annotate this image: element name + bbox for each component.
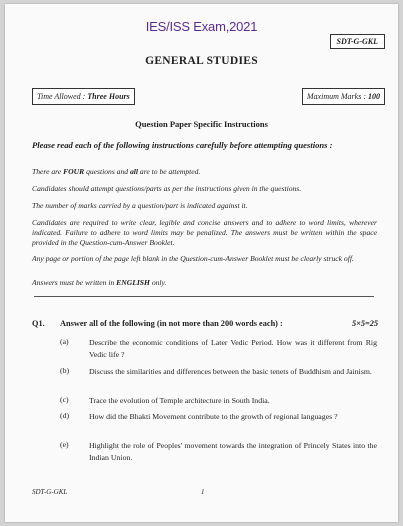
part-text: Trace the evolution of Temple architecture in South India.: [89, 396, 270, 405]
emphasis-four: FOUR: [63, 167, 85, 176]
part-label: (c): [60, 395, 69, 404]
question-number: Q1.: [32, 319, 45, 328]
part-text: Describe the economic conditions of Later Vedic Period. How was it different from Rig Vedic life ?: [89, 338, 377, 359]
part-text: Discuss the similarities and differences between the basic tenets of Buddhism and Jainism.: [89, 367, 372, 376]
part-text: Highlight the role of Peoples' movement towards the integration of Princely States into the Indian Union.: [89, 441, 377, 462]
part-label: (a): [60, 337, 69, 346]
subject-title: GENERAL STUDIES: [145, 55, 258, 67]
footer-paper-code: SDT-G-GKL: [32, 488, 68, 496]
instructions-lead: Please read each of the following instructions carefully before attempting questions :: [32, 140, 333, 150]
time-label: Time Allowed :: [37, 92, 88, 101]
page-number: 1: [201, 488, 205, 496]
instruction-item: Candidates should attempt questions/parts as per the instructions given in the questions.: [32, 184, 302, 193]
time-allowed-box: [32, 88, 135, 105]
instruction-item: Candidates are required to write clear, legible and concise answers and to adhere to word limits, wherever indicated. Failure to adhere to word limits may be penalized. The answers must be written within the space provided in the Question-cum-Answer Booklet.: [32, 218, 377, 247]
exam-page: [5, 4, 398, 522]
instructions-heading: Question Paper Specific Instructions: [135, 119, 268, 129]
instruction-item: Any page or portion of the page left blank in the Question-cum-Answer Booklet must be clearly struck off.: [32, 254, 354, 263]
paper-code-box: SDT-G-GKL: [330, 34, 385, 49]
divider: [34, 296, 374, 297]
emphasis-all: all: [129, 167, 138, 176]
part-label: (e): [60, 440, 69, 449]
marks-label: Maximum Marks :: [306, 92, 368, 101]
maximum-marks-box: [302, 88, 385, 105]
part-label: (d): [60, 411, 70, 420]
part-label: (b): [60, 366, 70, 375]
part-text: How did the Bhakti Movement contribute to the growth of regional languages ?: [89, 412, 338, 421]
instruction-item: There are FOUR questions and all are to be attempted.: [32, 167, 201, 176]
exam-title: IES/ISS Exam,2021: [145, 19, 258, 34]
instruction-item: The number of marks carried by a question/part is indicated against it.: [32, 201, 248, 210]
marks-value: 100: [368, 92, 380, 101]
time-value: Three Hours: [87, 92, 130, 101]
question-marks: 5×5=25: [351, 319, 378, 328]
instruction-item: Answers must be written in ENGLISH only.: [32, 278, 167, 287]
question-text: Answer all of the following (in not more than 200 words each) :: [60, 319, 283, 328]
emphasis-english: ENGLISH: [116, 278, 150, 287]
